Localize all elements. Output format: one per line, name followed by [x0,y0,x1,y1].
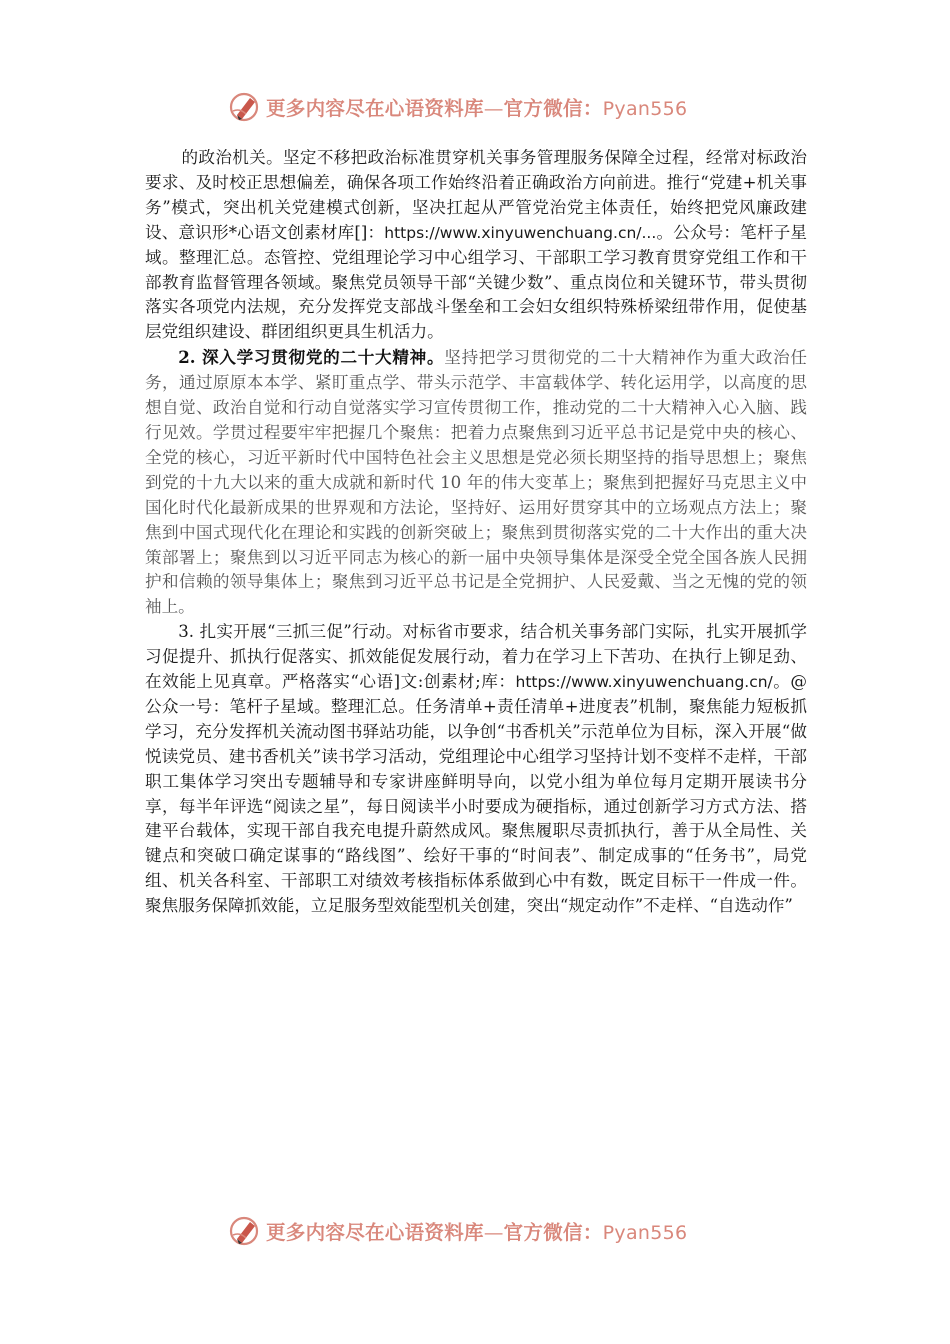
pen-logo-icon [228,90,262,124]
pen-logo-icon [228,1214,262,1248]
document-body [145,146,807,919]
paragraph-3: 3. 扎实开展“三抓三促”行动。对标省市要求，结合机关事务部门实际，扎实开展抓学习促提升、抓执行促落实、抓效能促发展行动，着力在学习上下苦功、在执行上铆足劲、在效能上见真章。严格落实“心语]文:创素材;库：https://www.xinyuwenchuang.cn/。@公众一号：笔杆子星域。整理汇总。任务清单+责任清单+进度表”机制，聚焦能力短板抓学习，充分发挥机关流动图书驿站功能，以争创“书香机关”示范单位为目标，深入开展“做悦读党员、建书香机关”读书学习活动，党组理论中心组学习坚持计划不变样不走样，干部职工集体学习突出专题辅导和专家讲座鲜明导向，以党小组为单位每月定期开展读书分享，每半年评选“阅读之星”，每日阅读半小时要成为硬指标，通过创新学习方式方法、搭建平台载体，实现干部自我充电提升蔚然成风。聚焦履职尽责抓执行，善于从全局性、关键点和突破口确定谋事的“路线图”、绘好干事的“时间表”、制定成事的“任务书”，局党组、机关各科室、干部职工对绩效考核指标体系做到心中有数，既定目标干一件成一件。聚焦服务保障抓效能，立足服务型效能型机关创建，突出“规定动作”不走样、“自选动作” [145,622,808,916]
source-url: https://www.xinyuwenchuang.cn/ [515,673,773,692]
paragraph-1: 的政治机关。坚定不移把政治标准贯穿机关事务管理服务保障全过程，经常对标政治要求、及时校正思想偏差，确保各项工作始终沿着正确政治方向前进。推行“党建+机关事务”模式，突出机关党建模式创新，坚决扛起从严管党治党主体责任，始终把党风廉政建设、意识形*心语文创素材库[]：https://www.xinyuwenchuang.cn/...。公众号：笔杆子星域。整理汇总。态管控、党组理论学习中心组学习、干部职工学习教育贯穿党组工作和干部教育监督管理各领域。聚焦党员领导干部“关键少数”、重点岗位和关键环节，带头贯彻落实各项党内法规，充分发挥党支部战斗堡垒和工会妇女组织特殊桥梁纽带作用，促使基层党组织建设、群团组织更具生机活力。 [145,148,808,342]
section-heading: 2. 深入学习贯彻党的二十大精神。 [178,347,445,368]
banner-text: 更多内容尽在心语资料库—官方微信：Pyan556 [266,1221,688,1244]
footer-banner [228,1211,748,1251]
banner-text: 更多内容尽在心语资料库—官方微信：Pyan556 [266,97,688,120]
paragraph-2: 2. 深入学习贯彻党的二十大精神。坚持把学习贯彻党的二十大精神作为重大政治任务，通过原原本本学、紧盯重点学、带头示范学、丰富载体学、转化运用学，以高度的思想自觉、政治自觉和行动自觉落实学习宣传贯彻工作，推动党的二十大精神入心入脑、践行见效。学贯过程要牢牢把握几个聚焦：把着力点聚焦到习近平总书记是党中央的核心、全党的核心，习近平新时代中国特色社会主义思想是党必须长期坚持的指导思想上；聚焦到党的十九大以来的重大成就和新时代 10 年的伟大变革上；聚焦到把握好马克思主义中国化时代化最新成果的世界观和方法论，坚持好、运用好贯穿其中的立场观点方法上；聚焦到中国式现代化在理论和实践的创新突破上；聚焦到贯彻落实党的二十大作出的重大决策部署上；聚焦到以习近平同志为核心的新一届中央领导集体是深受全党全国各族人民拥护和信赖的领导集体上；聚焦到习近平总书记是全党拥护、人民爱戴、当之无愧的党的领袖上。 [145,347,807,617]
source-url: https://www.xinyuwenchuang.cn/... [384,223,657,242]
header-banner [228,87,748,127]
